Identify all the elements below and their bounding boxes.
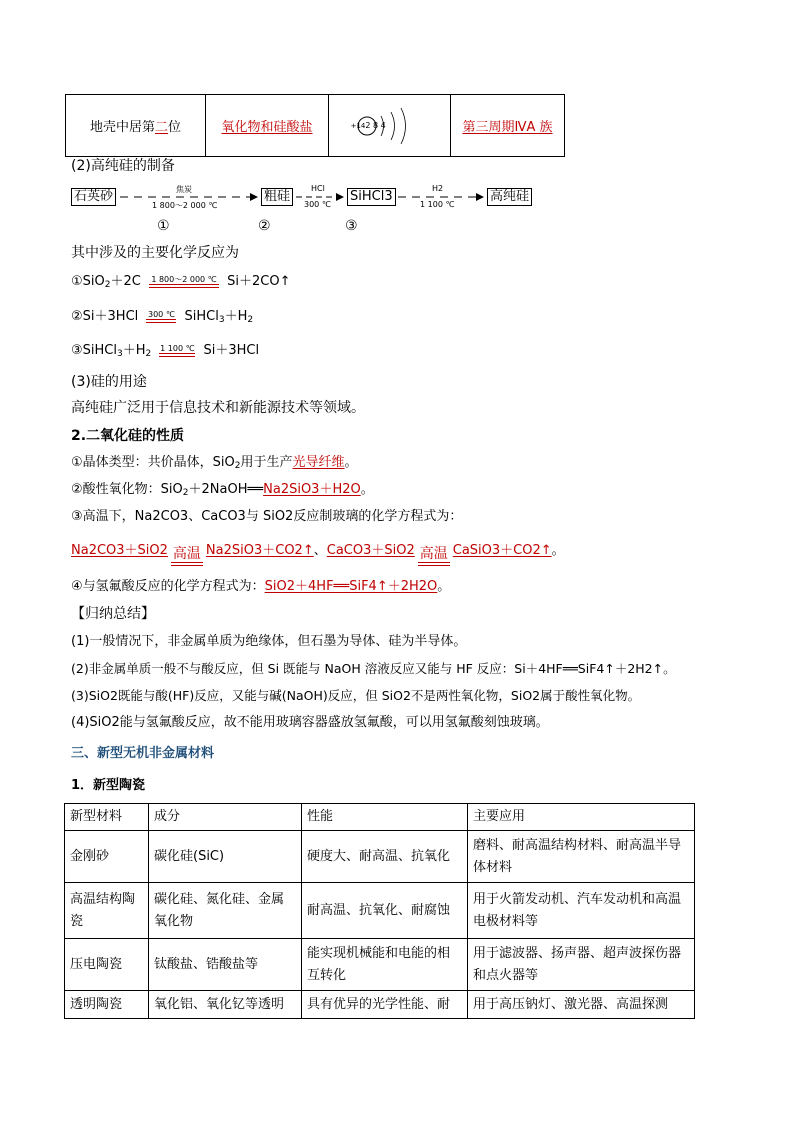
table-header-cell: 新型材料 xyxy=(65,804,149,831)
table-cell: 透明陶瓷 xyxy=(65,991,149,1019)
periodic-position-answer: 第三周期ⅣA 族 xyxy=(462,120,553,135)
existence-form-answer: 氧化物和硅酸盐 xyxy=(221,120,313,135)
glass-eq-end: 。 xyxy=(551,543,565,558)
table-cell: 硬度大、耐高温、抗氧化 xyxy=(302,831,468,883)
table-cell: 用于火箭发动机、汽车发动机和高温电极材料等 xyxy=(468,883,695,939)
table-cell: 氧化铝、氧化钇等透明 xyxy=(149,991,302,1019)
equation-3: $③SiHCl_3+H_2$ 1 100 ℃ Si＋3HCl xyxy=(71,343,260,359)
glass-eq1-left: Na2CO3＋SiO2 xyxy=(71,543,168,558)
glass-eq1-sign xyxy=(171,547,203,566)
glass-eq1-cond: 高温 xyxy=(172,546,201,562)
crust-rank-cell xyxy=(66,95,206,156)
eq1-left2: ＋2C xyxy=(110,274,141,289)
flow-cond3-top: H2 xyxy=(432,184,444,193)
silica-p3: ③高温下，Na2CO3、CaCO3与 SiO2反应制玻璃的化学方程式为： xyxy=(71,509,463,524)
glass-eq1-right: Na2SiO3＋CO2↑ xyxy=(205,543,314,558)
eq1-right: Si＋2CO↑ xyxy=(227,274,291,289)
nucleus-charge: +14 xyxy=(350,121,366,130)
flow-cond2-top: HCl xyxy=(311,184,325,193)
glass-eq2-left: CaCO3＋SiO2 xyxy=(326,543,415,558)
glass-eq2-cond: 高温 xyxy=(419,546,448,562)
silica-p1-prefix: ①晶体类型：共价晶体，SiO xyxy=(71,455,235,470)
eq1-condition-sign xyxy=(149,275,219,288)
silica-p2-answer: Na2SiO3＋H2O xyxy=(263,482,361,497)
silica-p1: ①晶体类型：共价晶体，SiO$_2$用于生产光导纤维。 xyxy=(71,455,358,471)
glass-eq-sep: 、 xyxy=(313,543,327,558)
flow-step-1: ① xyxy=(157,218,170,234)
silica-p2-prefix: ②酸性氧化物：SiO xyxy=(71,482,183,497)
table-cell: 用于高压钠灯、激光器、高温探测 xyxy=(468,991,695,1019)
flow-box-crude-si: 粗硅 xyxy=(261,188,293,206)
table-cell: 能实现机械能和电能的相互转化 xyxy=(302,939,468,991)
electron-shells: 2 8 4 xyxy=(365,121,386,130)
flow-box-quartz: 石英砂 xyxy=(71,188,116,206)
eq3-left: ③SiHCl xyxy=(71,343,117,358)
eq2-condition-sign xyxy=(146,310,176,323)
equation-2: ②Si＋3HCl 300 ℃ $SiHCl_3+H_2$ xyxy=(71,309,254,325)
silica-p4-answer: SiO2＋4HF══SiF4↑＋2H2O xyxy=(264,579,438,594)
silica-title: 2.二氧化硅的性质 xyxy=(71,428,185,444)
flow-cond1-bottom: 1 800～2 000 ℃ xyxy=(152,201,218,210)
eq3-condition-sign xyxy=(159,344,195,357)
silica-p3-equations xyxy=(71,536,565,566)
eq2-right: SiHCl xyxy=(184,309,219,324)
table-header-cell: 性能 xyxy=(302,804,468,831)
summary-1: (1)一般情况下，非金属单质为绝缘体，但石墨为导体、硅为半导体。 xyxy=(71,634,467,649)
summary-2: (2)非金属单质一般不与酸反应，但 Si 既能与 NaOH 溶液反应又能与 HF 反应：Si＋4HF══SiF4↑＋2H2↑。 xyxy=(71,661,676,676)
silica-p2: ②酸性氧化物：SiO$_2$＋2NaOH══Na2SiO3＋H2O。 xyxy=(71,482,374,498)
silica-p4-prefix: ④与氢氟酸反应的化学方程式为： xyxy=(71,579,265,594)
flow-cond3-bottom: 1 100 ℃ xyxy=(420,200,455,209)
glass-eq2-sign xyxy=(418,547,450,566)
silica-p1-answer: 光导纤维 xyxy=(292,455,345,470)
table-header-cell: 成分 xyxy=(149,804,302,831)
eq3-right: Si＋3HCl xyxy=(203,343,260,358)
flow-step-3: ③ xyxy=(345,218,358,234)
eq2-right2: ＋H xyxy=(224,309,248,324)
summary-title: 【归纳总结】 xyxy=(71,606,155,622)
summary-4: (4)SiO2能与氢氟酸反应，故不能用玻璃容器盛放氢氟酸，可以用氢氟酸刻蚀玻璃。 xyxy=(71,715,549,730)
section-uses-title: (3)硅的用途 xyxy=(71,374,147,390)
table-cell: 钛酸盐、锆酸盐等 xyxy=(149,939,302,991)
element-info-table xyxy=(65,94,565,157)
section-high-purity-title: (2)高纯硅的制备 xyxy=(71,158,175,174)
silica-p4 xyxy=(71,578,450,596)
table-header-cell: 主要应用 xyxy=(468,804,695,831)
silica-p1-end: 。 xyxy=(344,455,358,470)
flow-cond2-bottom: 300 ℃ xyxy=(304,200,331,209)
atomic-structure-cell xyxy=(329,95,451,156)
summary-3: (3)SiO2既能与酸(HF)反应，又能与碱(NaOH)反应，但 SiO2不是两性氧化物，SiO2属于酸性氧化物。 xyxy=(71,688,641,703)
existence-form-cell xyxy=(206,95,329,156)
table-row xyxy=(65,831,695,883)
materials-heading: 三、新型无机非金属材料 xyxy=(71,746,215,761)
eq3-left2: ＋H xyxy=(122,343,146,358)
reaction-intro: 其中涉及的主要化学反应为 xyxy=(71,245,239,261)
eq2-condition: 300 ℃ xyxy=(148,310,175,319)
table-cell: 碳化硅(SiC) xyxy=(149,831,302,883)
ceramics-table xyxy=(64,803,695,1019)
table-row xyxy=(65,883,695,939)
flow-cond1-top: 焦炭 xyxy=(176,185,192,194)
table-cell: 磨料、耐高温结构材料、耐高温半导体材料 xyxy=(468,831,695,883)
eq2-left: ②Si＋3HCl xyxy=(71,309,139,324)
table-cell: 压电陶瓷 xyxy=(65,939,149,991)
flow-box-sihcl3: SiHCl3 xyxy=(347,188,396,206)
eq3-condition: 1 100 ℃ xyxy=(160,344,195,353)
flow-box-pure-si: 高纯硅 xyxy=(487,188,532,206)
ceramics-subheading: 1．新型陶瓷 xyxy=(71,778,146,793)
silica-p2-end: 。 xyxy=(360,482,374,497)
table-header-row xyxy=(65,804,695,831)
glass-eq2-right: CaSiO3＋CO2↑ xyxy=(452,543,552,558)
table-row xyxy=(65,991,695,1019)
table-row xyxy=(65,939,695,991)
eq1-condition: 1 800～2 000 ℃ xyxy=(151,275,217,284)
crust-rank-suffix: 位 xyxy=(168,120,182,135)
section-uses-text: 高纯硅广泛用于信息技术和新能源技术等领域。 xyxy=(71,400,365,416)
silica-p1-mid: 用于生产 xyxy=(240,455,293,470)
flow-step-2: ② xyxy=(258,218,271,234)
crust-rank-answer: 二 xyxy=(154,120,168,135)
table-cell: 用于滤波器、扬声器、超声波探伤器和点火器等 xyxy=(468,939,695,991)
silica-p2-mid: ＋2NaOH══ xyxy=(188,482,264,497)
table-cell: 碳化硅、氮化硅、金属氧化物 xyxy=(149,883,302,939)
table-cell: 耐高温、抗氧化、耐腐蚀 xyxy=(302,883,468,939)
eq1-left: ①SiO xyxy=(71,274,105,289)
silica-p4-end: 。 xyxy=(437,579,451,594)
table-cell: 金刚砂 xyxy=(65,831,149,883)
periodic-position-cell xyxy=(451,95,564,156)
equation-1: ①SiO$_2$＋2C 1 800～2 000 ℃ Si＋2CO↑ xyxy=(71,274,291,290)
crust-rank-prefix: 地壳中居第 xyxy=(89,120,155,135)
table-cell: 高温结构陶瓷 xyxy=(65,883,149,939)
table-cell: 具有优异的光学性能、耐 xyxy=(302,991,468,1019)
